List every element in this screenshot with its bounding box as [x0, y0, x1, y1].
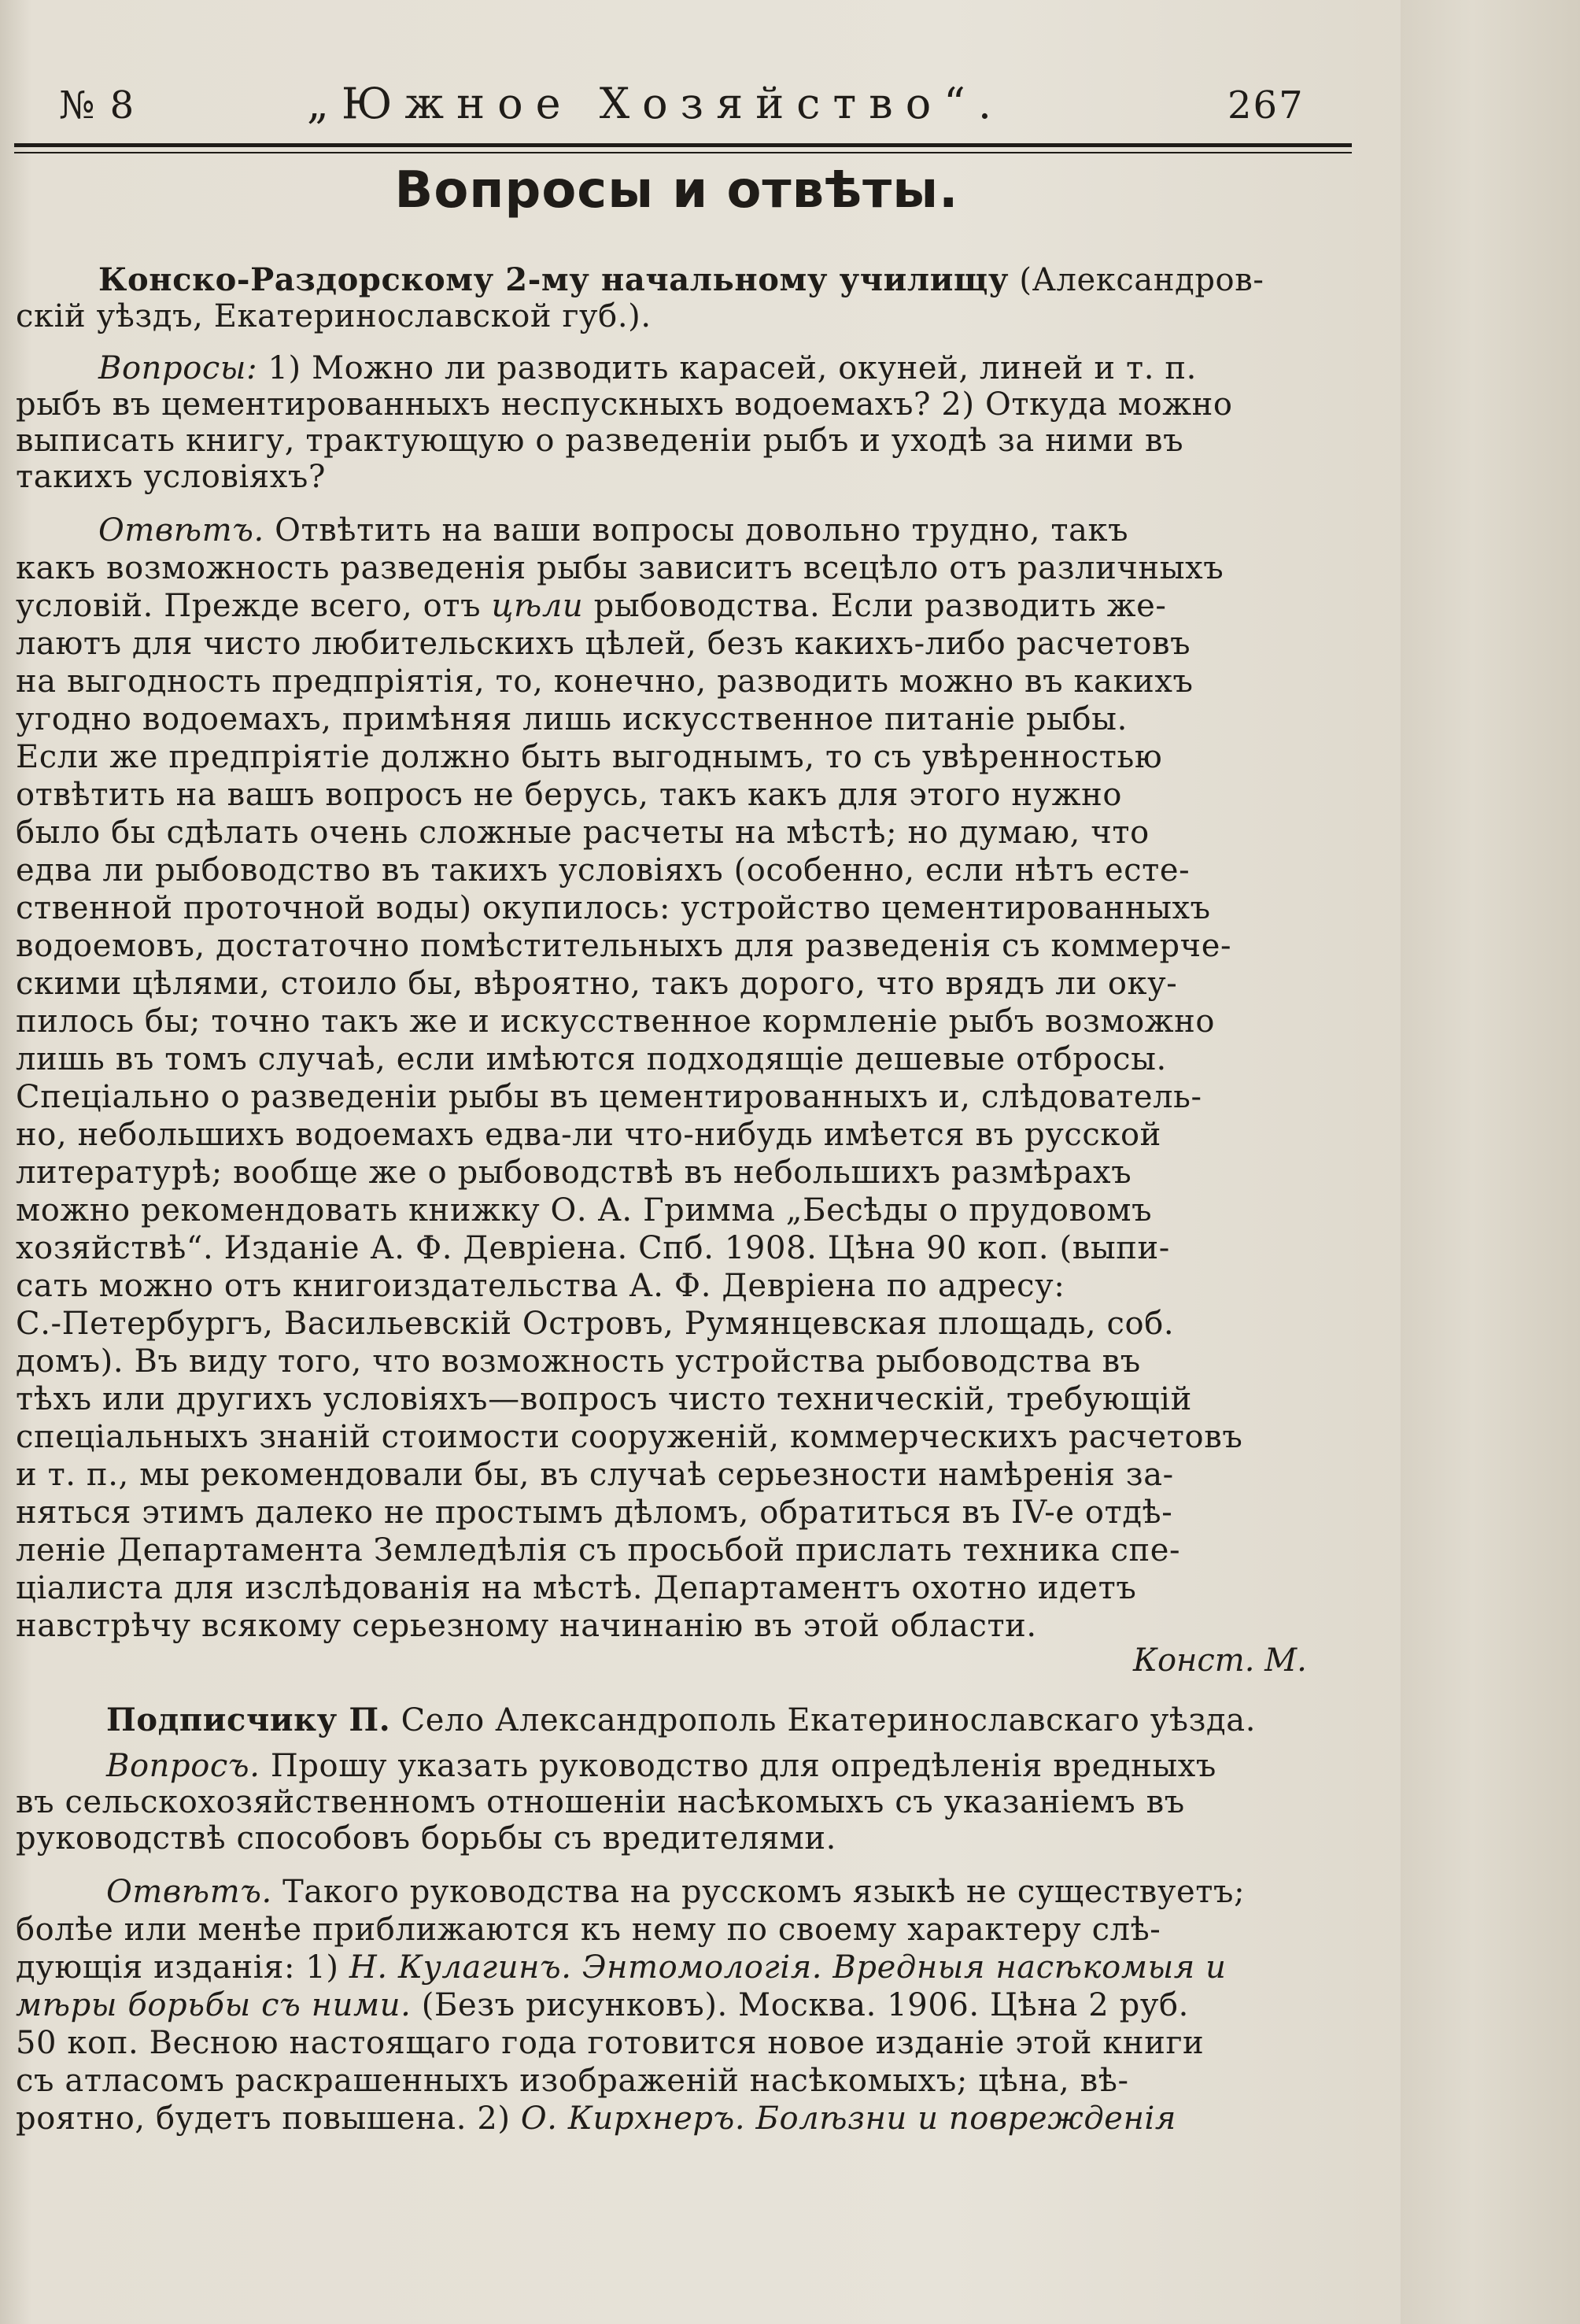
entry-1-addressee: Конско-Раздорскому 2-му начальному училищу	[98, 261, 1010, 298]
entry-2-question-line: въ сельскохозяйственномъ отношеніи насѣкомыхъ съ указаніемъ въ	[16, 1784, 1185, 1820]
entry-1-answer-line: домъ). Въ виду того, что возможность устройства рыбоводства въ	[16, 1343, 1141, 1380]
entry-2-answer-label: Отвѣтъ.	[106, 1874, 272, 1910]
entry-2-question-line: руководствѣ способовъ борьбы съ вредителями.	[16, 1820, 836, 1857]
entry-1-answer-line: литературѣ; вообще же о рыбоводствѣ въ небольшихъ размѣрахъ	[16, 1155, 1132, 1191]
entry-2-answer-line: роятно, будетъ повышена. 2) О. Кирхнеръ. Болѣзни и поврежденія	[16, 2100, 1177, 2137]
entry-2-answer-line: болѣе или менѣе приближаются къ нему по своему характеру слѣ-	[16, 1912, 1161, 1948]
entry-1-answer-line: скими цѣлями, стоило бы, вѣроятно, такъ дорого, что врядъ ли оку-	[16, 966, 1178, 1002]
entry-1-answer-line: сать можно отъ книгоиздательства А. Ф. Девріена по адресу:	[16, 1268, 1065, 1304]
issue-number: № 8	[59, 83, 136, 127]
entry-1-answer-line: можно рекомендовать книжку О. А. Гримма „Бесѣды о прудовомъ	[16, 1192, 1153, 1229]
entry-1-answer-line: С.-Петербургъ, Васильевскій Островъ, Румянцевская площадь, соб.	[16, 1306, 1175, 1342]
entry-1-answer-line: няться этимъ далеко не простымъ дѣломъ, обратиться въ IV-е отдѣ-	[16, 1495, 1173, 1531]
entry-1-answer-line: леніе Департамента Земледѣлія съ просьбой прислать техника спе-	[16, 1532, 1181, 1568]
section-title: Вопросы и отвѣты.	[394, 161, 959, 220]
entry-2-answer-line: Отвѣтъ. Такого руководства на русскомъ языкѣ не существуетъ;	[106, 1874, 1246, 1910]
entry-2-answer-line: 50 коп. Весною настоящаго года готовится новое изданіе этой книги	[16, 2025, 1205, 2061]
entry-1-answer-line: водоемовъ, достаточно помѣстительныхъ для разведенія съ коммерче-	[16, 928, 1232, 964]
entry-1-answer-line: но, небольшихъ водоемахъ едва-ли что-нибудь имѣется въ русской	[16, 1117, 1161, 1153]
entry-2-addressee-rest: Село Александрополь Екатеринославскаго уѣзда.	[390, 1702, 1257, 1738]
entry-1-heading	[98, 260, 1264, 301]
entry-1-answer-line: лишь въ томъ случаѣ, если имѣются подходящіе дешевые отбросы.	[16, 1041, 1167, 1077]
header-rule	[14, 143, 1352, 153]
entry-1-answer-line: было бы сдѣлать очень сложные расчеты на мѣстѣ; но думаю, что	[16, 815, 1150, 851]
adjacent-page-margin	[1401, 0, 1580, 2324]
entry-1-answer-line: ственной проточной воды) окупилось: устройство цементированныхъ	[16, 890, 1211, 926]
entry-2-heading	[106, 1700, 1256, 1741]
entry-1-answer-line: едва ли рыбоводство въ такихъ условіяхъ (особенно, если нѣтъ есте-	[16, 852, 1191, 889]
entry-2-answer-line: дующія изданія: 1) Н. Кулагинъ. Энтомологія. Вредныя насѣкомыя и	[16, 1949, 1227, 1986]
entry-1-answer-line: Если же предпріятіе должно быть выгоднымъ, то съ увѣренностью	[16, 739, 1163, 775]
entry-1-answer-line: тѣхъ или другихъ условіяхъ—вопросъ чисто техническій, требующій	[16, 1381, 1192, 1417]
entry-1-answer-line: Отвѣтъ. Отвѣтить на ваши вопросы довольно трудно, такъ	[98, 512, 1129, 549]
entry-1-signature: Конст. М.	[1133, 1642, 1307, 1679]
entry-2-question-label: Вопросъ.	[106, 1748, 260, 1784]
entry-1-answer-line: лаютъ для чисто любительскихъ цѣлей, безъ какихъ-либо расчетовъ	[16, 626, 1191, 662]
entry-1-answer-line: пилось бы; точно такъ же и искусственное кормленіе рыбъ возможно	[16, 1003, 1216, 1040]
entry-1-answer-line: и т. п., мы рекомендовали бы, въ случаѣ серьезности намѣренія за-	[16, 1457, 1174, 1493]
journal-title: „Южное Хозяйство“.	[307, 79, 1004, 128]
entry-1-question-line: выписать книгу, трактующую о разведеніи рыбъ и уходѣ за ними въ	[16, 423, 1184, 459]
running-header	[16, 79, 1353, 142]
entry-1-question-line: такихъ условіяхъ?	[16, 459, 326, 495]
entry-1-answer-line: хозяйствѣ“. Изданіе А. Ф. Девріена. Спб. 1908. Цѣна 90 коп. (выпи-	[16, 1230, 1170, 1266]
entry-1-answer-line: условій. Прежде всего, отъ цѣли рыбоводства. Если разводить же-	[16, 588, 1167, 624]
entry-1-answer-line: Спеціально о разведеніи рыбы въ цементированныхъ и, слѣдователь-	[16, 1079, 1202, 1115]
entry-1-answer-line: навстрѣчу всякому серьезному начинанію въ этой области.	[16, 1608, 1037, 1644]
entry-2-answer-line: съ атласомъ раскрашенныхъ изображеній насѣкомыхъ; цѣна, вѣ-	[16, 2063, 1129, 2099]
reference-2-title: О. Кирхнеръ. Болѣзни и поврежденія	[520, 2100, 1177, 2137]
entry-1-answer-line: на выгодность предпріятія, то, конечно, разводить можно въ какихъ	[16, 663, 1194, 700]
entry-1-question-line: Вопросы: 1) Можно ли разводить карасей, окуней, линей и т. п.	[98, 350, 1197, 386]
entry-1-answer-line: отвѣтить на вашъ вопросъ не берусь, такъ какъ для этого нужно	[16, 777, 1123, 813]
entry-1-answer-label: Отвѣтъ.	[98, 512, 264, 549]
entry-1-question-label: Вопросы:	[98, 350, 258, 386]
entry-1-answer-line: угодно водоемахъ, примѣняя лишь искусственное питаніе рыбы.	[16, 701, 1128, 737]
entry-2-answer-line: мѣры борьбы съ ними. (Безъ рисунковъ). Москва. 1906. Цѣна 2 руб.	[16, 1987, 1189, 2023]
entry-1-addressee-rest: (Александров-	[1009, 262, 1264, 298]
entry-1-answer-line: спеціальныхъ знаній стоимости сооруженій, коммерческихъ расчетовъ	[16, 1419, 1243, 1455]
entry-1-answer-line: ціалиста для изслѣдованія на мѣстѣ. Департаментъ охотно идетъ	[16, 1570, 1137, 1606]
page-number: 267	[1227, 83, 1305, 127]
entry-1-question-line: рыбъ въ цементированныхъ неспускныхъ водоемахъ? 2) Откуда можно	[16, 386, 1233, 423]
entry-1-heading-cont: скій уѣздъ, Екатеринославской губ.).	[16, 298, 652, 334]
entry-2-question-line: Вопросъ. Прошу указать руководство для опредѣленія вредныхъ	[106, 1748, 1216, 1784]
reference-1-title: Н. Кулагинъ. Энтомологія. Вредныя насѣкомыя и	[349, 1949, 1227, 1986]
entry-1-answer-line: какъ возможность разведенія рыбы зависитъ всецѣло отъ различныхъ	[16, 550, 1224, 586]
entry-2-addressee: Подписчику П.	[106, 1701, 391, 1738]
